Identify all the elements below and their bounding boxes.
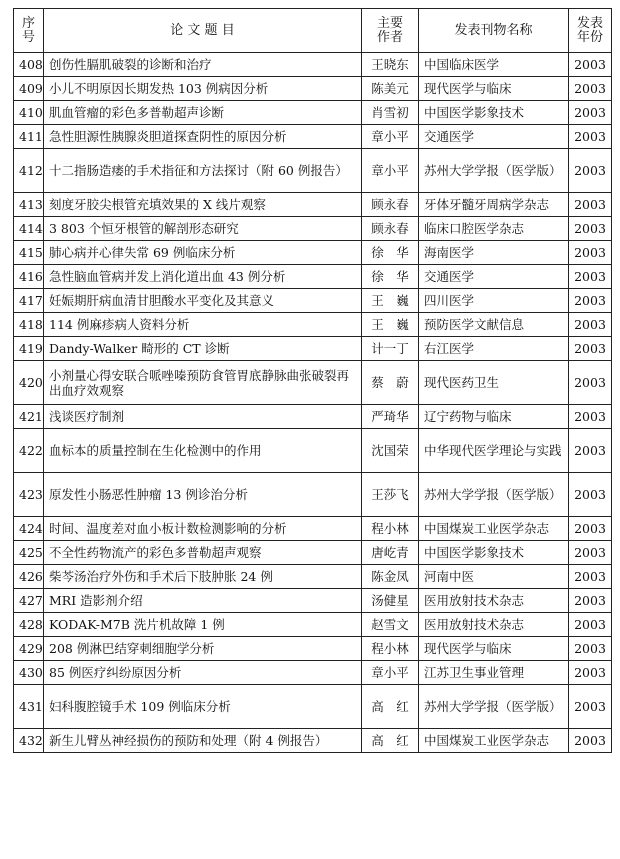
row-number: 422: [14, 429, 44, 473]
row-number: 426: [14, 565, 44, 589]
row-number: 414: [14, 217, 44, 241]
row-journal: 临床口腔医学杂志: [419, 217, 569, 241]
row-journal: 预防医学文献信息: [419, 313, 569, 337]
row-title: Dandy-Walker 畸形的 CT 诊断: [44, 337, 362, 361]
table-row: [14, 313, 612, 337]
row-number: 417: [14, 289, 44, 313]
row-journal: 中华现代医学理论与实践: [419, 429, 569, 473]
header-title: 论 文 题 目: [44, 9, 362, 53]
row-author: 王 巍: [362, 313, 419, 337]
publications-table: [13, 8, 612, 753]
table-row: [14, 589, 612, 613]
row-author: 章小平: [362, 661, 419, 685]
row-title: 妊娠期肝病血清甘胆酸水平变化及其意义: [44, 289, 362, 313]
table-row: [14, 289, 612, 313]
row-author: 赵雪文: [362, 613, 419, 637]
table-row: [14, 125, 612, 149]
row-author: 沈国荣: [362, 429, 419, 473]
row-journal: 现代医药卫生: [419, 361, 569, 405]
row-title: 114 例麻疹病人资料分析: [44, 313, 362, 337]
row-author: 顾永春: [362, 193, 419, 217]
row-author: 王莎飞: [362, 473, 419, 517]
row-author: 王 巍: [362, 289, 419, 313]
row-journal: 中国医学影象技术: [419, 541, 569, 565]
table-row: [14, 337, 612, 361]
row-year: 2003: [569, 661, 612, 685]
row-title: 时间、温度差对血小板计数检测影响的分析: [44, 517, 362, 541]
row-year: 2003: [569, 589, 612, 613]
row-year: 2003: [569, 613, 612, 637]
row-year: 2003: [569, 53, 612, 77]
row-year: 2003: [569, 289, 612, 313]
row-number: 418: [14, 313, 44, 337]
row-title: 新生儿臂丛神经损伤的预防和处理（附 4 例报告）: [44, 729, 362, 753]
row-author: 章小平: [362, 125, 419, 149]
table-row: [14, 361, 612, 405]
table-row: [14, 613, 612, 637]
row-year: 2003: [569, 101, 612, 125]
table-row: [14, 53, 612, 77]
row-journal: 中国医学影象技术: [419, 101, 569, 125]
row-year: 2003: [569, 313, 612, 337]
row-number: 413: [14, 193, 44, 217]
row-title: 小剂量心得安联合哌唑嗪预防食管胃底静脉曲张破裂再出血疗效观察: [44, 361, 362, 405]
row-journal: 海南医学: [419, 241, 569, 265]
row-year: 2003: [569, 337, 612, 361]
row-author: 顾永春: [362, 217, 419, 241]
row-number: 409: [14, 77, 44, 101]
row-year: 2003: [569, 217, 612, 241]
row-number: 428: [14, 613, 44, 637]
row-journal: 四川医学: [419, 289, 569, 313]
row-number: 431: [14, 685, 44, 729]
row-number: 408: [14, 53, 44, 77]
row-title: 血标本的质量控制在生化检测中的作用: [44, 429, 362, 473]
row-title: KODAK-M7B 洗片机故障 1 例: [44, 613, 362, 637]
row-title: 创伤性膈肌破裂的诊断和治疗: [44, 53, 362, 77]
table-row: [14, 517, 612, 541]
row-number: 411: [14, 125, 44, 149]
row-year: 2003: [569, 517, 612, 541]
row-year: 2003: [569, 429, 612, 473]
header-journal: 发表刊物名称: [419, 9, 569, 53]
row-number: 432: [14, 729, 44, 753]
row-title: 肌血管瘤的彩色多普勒超声诊断: [44, 101, 362, 125]
row-number: 424: [14, 517, 44, 541]
row-number: 416: [14, 265, 44, 289]
row-year: 2003: [569, 473, 612, 517]
header-row: [14, 9, 612, 53]
row-number: 412: [14, 149, 44, 193]
row-journal: 中国煤炭工业医学杂志: [419, 729, 569, 753]
row-number: 420: [14, 361, 44, 405]
table-row: [14, 685, 612, 729]
row-author: 陈美元: [362, 77, 419, 101]
row-author: 高 红: [362, 729, 419, 753]
row-journal: 牙体牙髓牙周病学杂志: [419, 193, 569, 217]
row-journal: 右江医学: [419, 337, 569, 361]
table-row: [14, 149, 612, 193]
row-title: 原发性小肠恶性肿瘤 13 例诊治分析: [44, 473, 362, 517]
row-author: 肖雪初: [362, 101, 419, 125]
row-year: 2003: [569, 193, 612, 217]
row-title: 浅谈医疗制剂: [44, 405, 362, 429]
row-journal: 苏州大学学报（医学版）: [419, 149, 569, 193]
row-year: 2003: [569, 565, 612, 589]
row-title: 小儿不明原因长期发热 103 例病因分析: [44, 77, 362, 101]
row-year: 2003: [569, 149, 612, 193]
row-year: 2003: [569, 637, 612, 661]
row-journal: 中国煤炭工业医学杂志: [419, 517, 569, 541]
row-author: 徐 华: [362, 241, 419, 265]
row-journal: 现代医学与临床: [419, 637, 569, 661]
row-journal: 医用放射技术杂志: [419, 589, 569, 613]
table-row: [14, 101, 612, 125]
table-row: [14, 77, 612, 101]
row-journal: 交通医学: [419, 125, 569, 149]
row-number: 429: [14, 637, 44, 661]
row-author: 王晓东: [362, 53, 419, 77]
row-number: 415: [14, 241, 44, 265]
table-row: [14, 241, 612, 265]
row-journal: 河南中医: [419, 565, 569, 589]
row-author: 徐 华: [362, 265, 419, 289]
row-year: 2003: [569, 241, 612, 265]
table-row: [14, 661, 612, 685]
table-row: [14, 193, 612, 217]
row-year: 2003: [569, 265, 612, 289]
row-journal: 苏州大学学报（医学版）: [419, 473, 569, 517]
table-row: [14, 565, 612, 589]
row-author: 陈金凤: [362, 565, 419, 589]
row-title: MRI 造影剂介绍: [44, 589, 362, 613]
table-row: [14, 473, 612, 517]
row-year: 2003: [569, 405, 612, 429]
row-title: 不全性药物流产的彩色多普勒超声观察: [44, 541, 362, 565]
row-author: 汤健星: [362, 589, 419, 613]
row-author: 程小林: [362, 637, 419, 661]
row-title: 柴芩汤治疗外伤和手术后下肢肿胀 24 例: [44, 565, 362, 589]
row-author: 计一丁: [362, 337, 419, 361]
row-author: 蔡 蔚: [362, 361, 419, 405]
row-year: 2003: [569, 729, 612, 753]
row-year: 2003: [569, 77, 612, 101]
row-author: 唐屹青: [362, 541, 419, 565]
row-journal: 中国临床医学: [419, 53, 569, 77]
row-number: 427: [14, 589, 44, 613]
row-title: 急性胆源性胰腺炎胆道探查阴性的原因分析: [44, 125, 362, 149]
row-title: 肺心病并心律失常 69 例临床分析: [44, 241, 362, 265]
header-author: 主要作者: [362, 9, 419, 53]
row-title: 刻度牙胶尖根管充填效果的 X 线片观察: [44, 193, 362, 217]
table-row: [14, 265, 612, 289]
row-number: 423: [14, 473, 44, 517]
table-row: [14, 429, 612, 473]
row-number: 421: [14, 405, 44, 429]
row-year: 2003: [569, 361, 612, 405]
row-author: 程小林: [362, 517, 419, 541]
table-row: [14, 637, 612, 661]
row-title: 十二指肠造瘘的手术指征和方法探讨（附 60 例报告）: [44, 149, 362, 193]
row-author: 章小平: [362, 149, 419, 193]
row-title: 208 例淋巴结穿刺细胞学分析: [44, 637, 362, 661]
table-row: [14, 217, 612, 241]
row-title: 3 803 个恒牙根管的解剖形态研究: [44, 217, 362, 241]
row-title: 妇科腹腔镜手术 109 例临床分析: [44, 685, 362, 729]
header-no: 序号: [14, 9, 44, 53]
row-author: 严琦华: [362, 405, 419, 429]
row-number: 410: [14, 101, 44, 125]
row-number: 430: [14, 661, 44, 685]
row-number: 419: [14, 337, 44, 361]
row-journal: 苏州大学学报（医学版）: [419, 685, 569, 729]
table-row: [14, 729, 612, 753]
row-journal: 现代医学与临床: [419, 77, 569, 101]
row-year: 2003: [569, 685, 612, 729]
row-journal: 辽宁药物与临床: [419, 405, 569, 429]
row-number: 425: [14, 541, 44, 565]
header-year: 发表年份: [569, 9, 612, 53]
row-title: 85 例医疗纠纷原因分析: [44, 661, 362, 685]
table-row: [14, 405, 612, 429]
table-row: [14, 541, 612, 565]
row-year: 2003: [569, 125, 612, 149]
row-journal: 江苏卫生事业管理: [419, 661, 569, 685]
row-title: 急性脑血管病并发上消化道出血 43 例分析: [44, 265, 362, 289]
row-author: 高 红: [362, 685, 419, 729]
row-journal: 交通医学: [419, 265, 569, 289]
row-journal: 医用放射技术杂志: [419, 613, 569, 637]
row-year: 2003: [569, 541, 612, 565]
